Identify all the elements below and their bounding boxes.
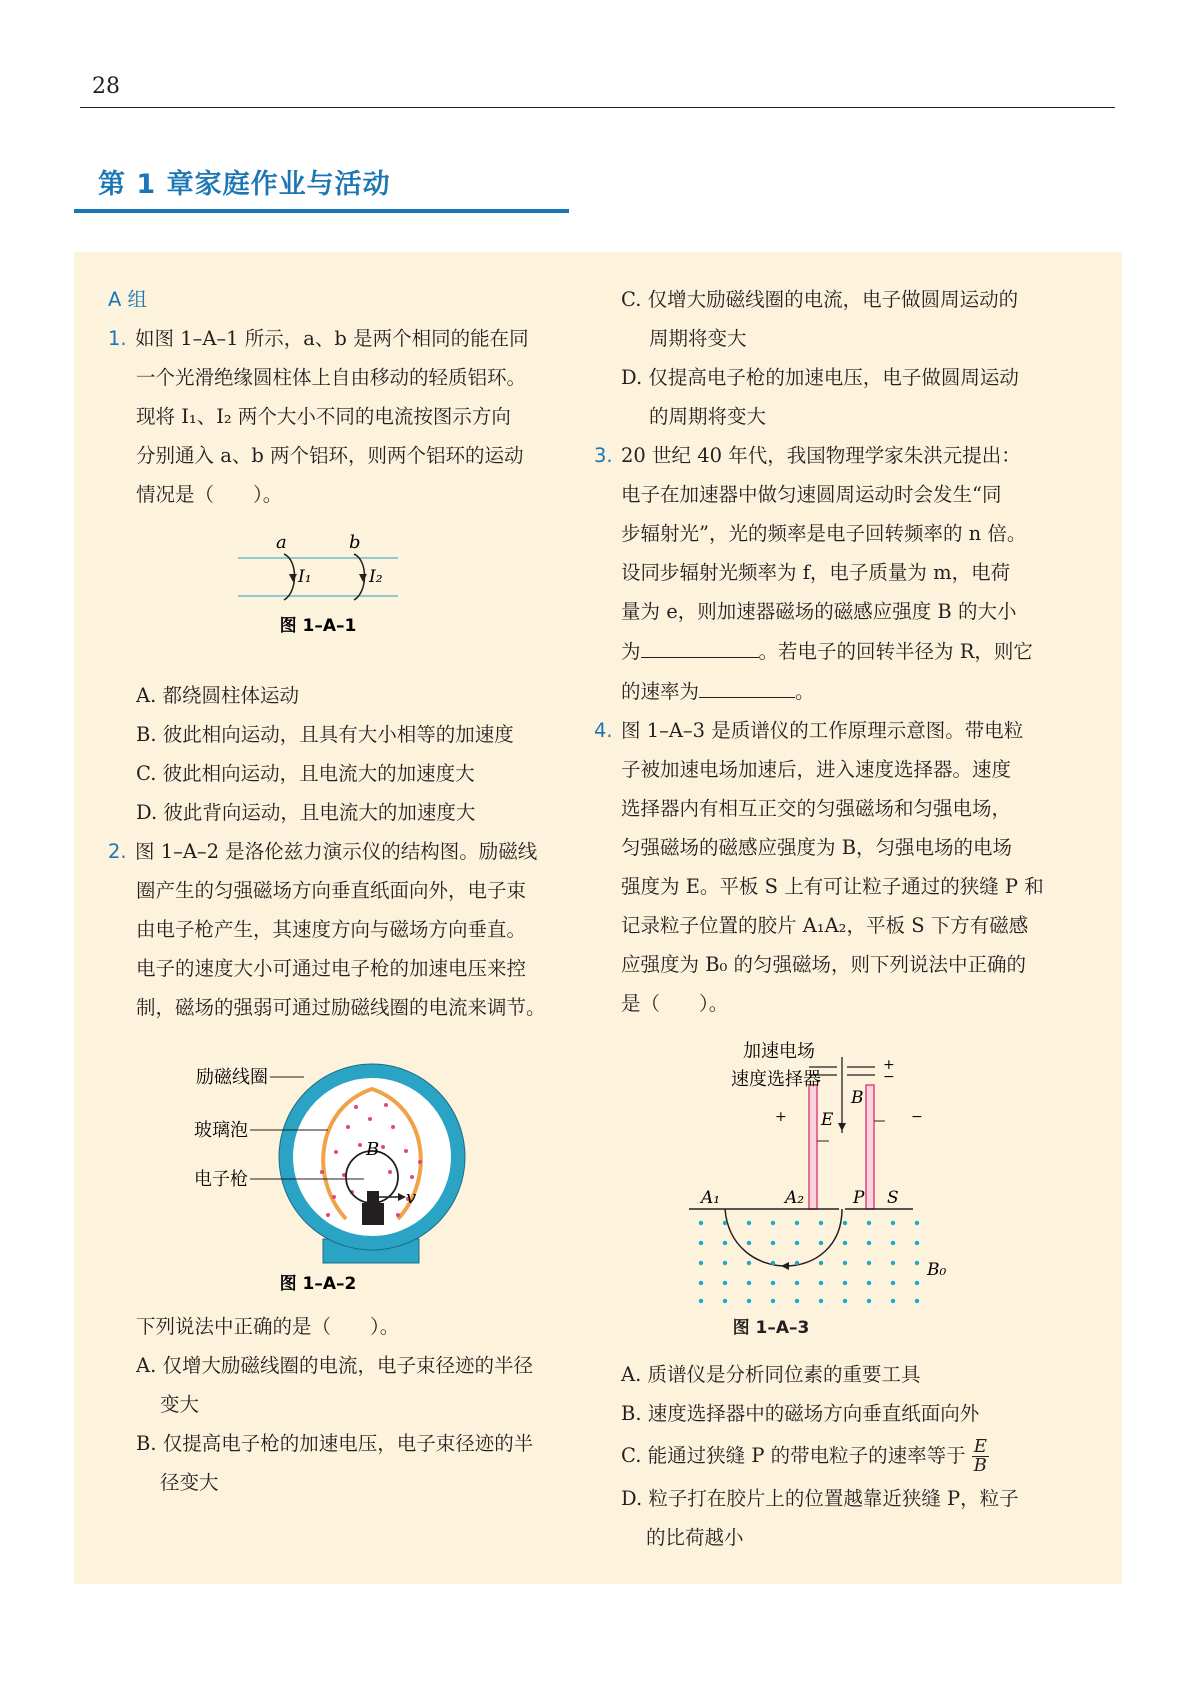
fill-in-line-2 [594, 671, 1091, 711]
group-label: A 组 [108, 288, 148, 311]
option-a-continued: 变大 [160, 1393, 200, 1416]
option-b-continued: 径变大 [160, 1471, 219, 1494]
question-number: 3. [594, 444, 613, 467]
figure-1-a-1 [108, 514, 578, 642]
option-b: B. 速度选择器中的磁场方向垂直纸面向外 [621, 1402, 980, 1425]
question-text-line: 制，磁场的强弱可通过励磁线圈的电流来调节。 [136, 996, 546, 1019]
label-plus-2: + [775, 1109, 787, 1125]
question-text-line: 强度为 E。平板 S 上有可让粒子通过的狭缝 P 和 [621, 875, 1044, 898]
label-b: b [349, 532, 361, 553]
question-text-line: 现将 I₁、I₂ 两个大小不同的电流按图示方向 [136, 405, 511, 428]
question-text-line: 子被加速电场加速后，进入速度选择器。速度 [621, 758, 1012, 781]
option-a: A. 仅增大励磁线圈的电流，电子束径迹的半径 [136, 1354, 533, 1377]
option-c-text: C. 能通过狭缝 P 的带电粒子的速率等于 [621, 1444, 966, 1467]
question-text-line: 量为 e，则加速器磁场的磁感应强度 B 的大小 [621, 600, 1017, 623]
label-b0: B₀ [927, 1260, 947, 1280]
trajectory-arrowhead [781, 1262, 789, 1270]
page-number: 28 [92, 74, 120, 99]
question-text-line: 如图 1–A–1 所示，a、b 是两个相同的能在同 [135, 327, 529, 350]
fill-in-line-1 [594, 631, 1091, 671]
question-text-line: 20 世纪 40 年代，我国物理学家朱洪元提出： [621, 444, 1021, 467]
mass-spectrometer-diagram [621, 1023, 1091, 1315]
label-e: E [821, 1110, 834, 1130]
option-a: A. 质谱仪是分析同位素的重要工具 [621, 1363, 921, 1386]
question-text-line: 图 1–A–2 是洛伦兹力演示仪的结构图。励磁线 [135, 840, 538, 863]
blank-suffix: 。 [795, 680, 815, 703]
question-text-line: 情况是（ ）。 [136, 483, 283, 506]
label-b: B [366, 1139, 380, 1160]
option-c: C. 仅增大励磁线圈的电流，电子做圆周运动的 [621, 288, 1019, 311]
question-text-line: 选择器内有相互正交的匀强磁场和匀强电场， [621, 797, 1012, 820]
figure-1-a-3 [621, 1023, 1091, 1315]
label-a1: A₁ [701, 1188, 721, 1208]
selector-plate-right [866, 1085, 874, 1209]
option-d: D. 仅提高电子枪的加速电压，电子做圆周运动 [621, 366, 1019, 389]
question-text-line: 圈产生的匀强磁场方向垂直纸面向外，电子束 [136, 879, 527, 902]
label-plus: + [883, 1057, 895, 1073]
current-arrow-a [289, 574, 297, 582]
label-bulb: 玻璃泡 [194, 1120, 248, 1141]
label-velocity-selector: 速度选择器 [731, 1069, 821, 1090]
label-b: B [851, 1088, 864, 1108]
question-number: 4. [594, 719, 613, 742]
question-text-line: 一个光滑绝缘圆柱体上自由移动的轻质铝环。 [136, 366, 527, 389]
question-1 [108, 319, 578, 832]
option-a: A. 都绕圆柱体运动 [136, 684, 299, 707]
label-i1: I₁ [298, 567, 312, 587]
lorentz-demo-diagram [108, 1027, 578, 1295]
label-accelerating-field: 加速电场 [743, 1041, 815, 1062]
left-column [108, 280, 578, 1502]
option-b: B. 仅提高电子枪的加速电压，电子束径迹的半 [136, 1432, 534, 1455]
question-text-line: 图 1–A–3 是质谱仪的工作原理示意图。带电粒 [621, 719, 1024, 742]
label-a2: A₂ [785, 1188, 805, 1208]
blank-prefix: 为 [621, 640, 641, 663]
option-c: C. 彼此相向运动，且电流大的加速度大 [136, 762, 475, 785]
selector-plate-left [809, 1085, 817, 1209]
right-column [594, 280, 1091, 1557]
chapter-title: 第 1 章家庭作业与活动 [98, 169, 391, 200]
fraction-numerator: E [972, 1438, 989, 1457]
question-number: 1. [108, 327, 127, 350]
option-d-continued: 的周期将变大 [649, 405, 767, 428]
question-number: 2. [108, 840, 127, 863]
blank-prefix: 的速率为 [621, 680, 700, 703]
electron-gun-nozzle [367, 1191, 379, 1205]
chapter-title-underline [74, 209, 569, 213]
option-d: D. 粒子打在胶片上的位置越靠近狭缝 P，粒子 [621, 1487, 1019, 1510]
question-text-line: 记录粒子位置的胶片 A₁A₂，平板 S 下方有磁感 [621, 914, 1029, 937]
blank-suffix: 。若电子的回转半径为 R，则它 [758, 640, 1033, 663]
question-text-line: 设同步辐射光频率为 f，电子质量为 m，电荷 [621, 561, 1011, 584]
figure-caption: 图 1–A–3 [732, 1318, 810, 1338]
question-text-line: 匀强磁场的磁感应强度为 B，匀强电场的电场 [621, 836, 1013, 859]
answer-blank-2[interactable] [699, 671, 795, 698]
question-text-line: 电子的速度大小可通过电子枪的加速电压来控 [136, 957, 527, 980]
question-text-line: 是（ ）。 [621, 992, 729, 1015]
label-gun: 电子枪 [194, 1169, 248, 1190]
label-p: P [853, 1188, 865, 1208]
label-minus: − [883, 1069, 895, 1085]
fraction-e-over-b [972, 1438, 989, 1475]
question-text-line: 应强度为 B₀ 的匀强磁场，则下列说法中正确的 [621, 953, 1027, 976]
question-text-line: 由电子枪产生，其速度方向与磁场方向垂直。 [136, 918, 527, 941]
question-2 [108, 832, 578, 1502]
option-c-continued: 周期将变大 [649, 327, 747, 350]
label-i2: I₂ [369, 567, 383, 587]
option-d-continued: 的比荷越小 [646, 1526, 744, 1549]
label-a: a [276, 532, 287, 553]
question-text-line: 步辐射光”，光的频率是电子回转频率的 n 倍。 [621, 522, 1027, 545]
label-s: S [887, 1188, 899, 1208]
current-arrow-b [359, 574, 367, 582]
question-prompt: 下列说法中正确的是（ ）。 [136, 1315, 400, 1338]
option-b: B. 彼此相向运动，且具有大小相等的加速度 [136, 723, 514, 746]
figure-caption: 图 1–A–2 [279, 1274, 357, 1294]
electron-gun [362, 1203, 384, 1225]
answer-blank-1[interactable] [641, 631, 759, 658]
question-text-line: 电子在加速器中做匀速圆周运动时会发生“同 [621, 483, 1002, 506]
label-v: v [406, 1187, 417, 1208]
option-d: D. 彼此背向运动，且电流大的加速度大 [136, 801, 476, 824]
question-text-line: 分别通入 a、b 两个铝环，则两个铝环的运动 [136, 444, 524, 467]
option-c [594, 1433, 1091, 1479]
figure-caption: 图 1–A–1 [279, 616, 357, 636]
figure-1-a-2 [108, 1027, 578, 1295]
label-minus-2: − [911, 1109, 923, 1125]
question-4 [594, 711, 1091, 1557]
particle-trajectory [725, 1209, 842, 1266]
aluminum-rings-diagram [108, 514, 578, 642]
label-coil: 励磁线圈 [196, 1067, 268, 1088]
question-3 [594, 436, 1091, 711]
entry-arrowhead [838, 1123, 846, 1131]
header-rule [80, 107, 1115, 108]
fraction-denominator: B [973, 1455, 987, 1476]
